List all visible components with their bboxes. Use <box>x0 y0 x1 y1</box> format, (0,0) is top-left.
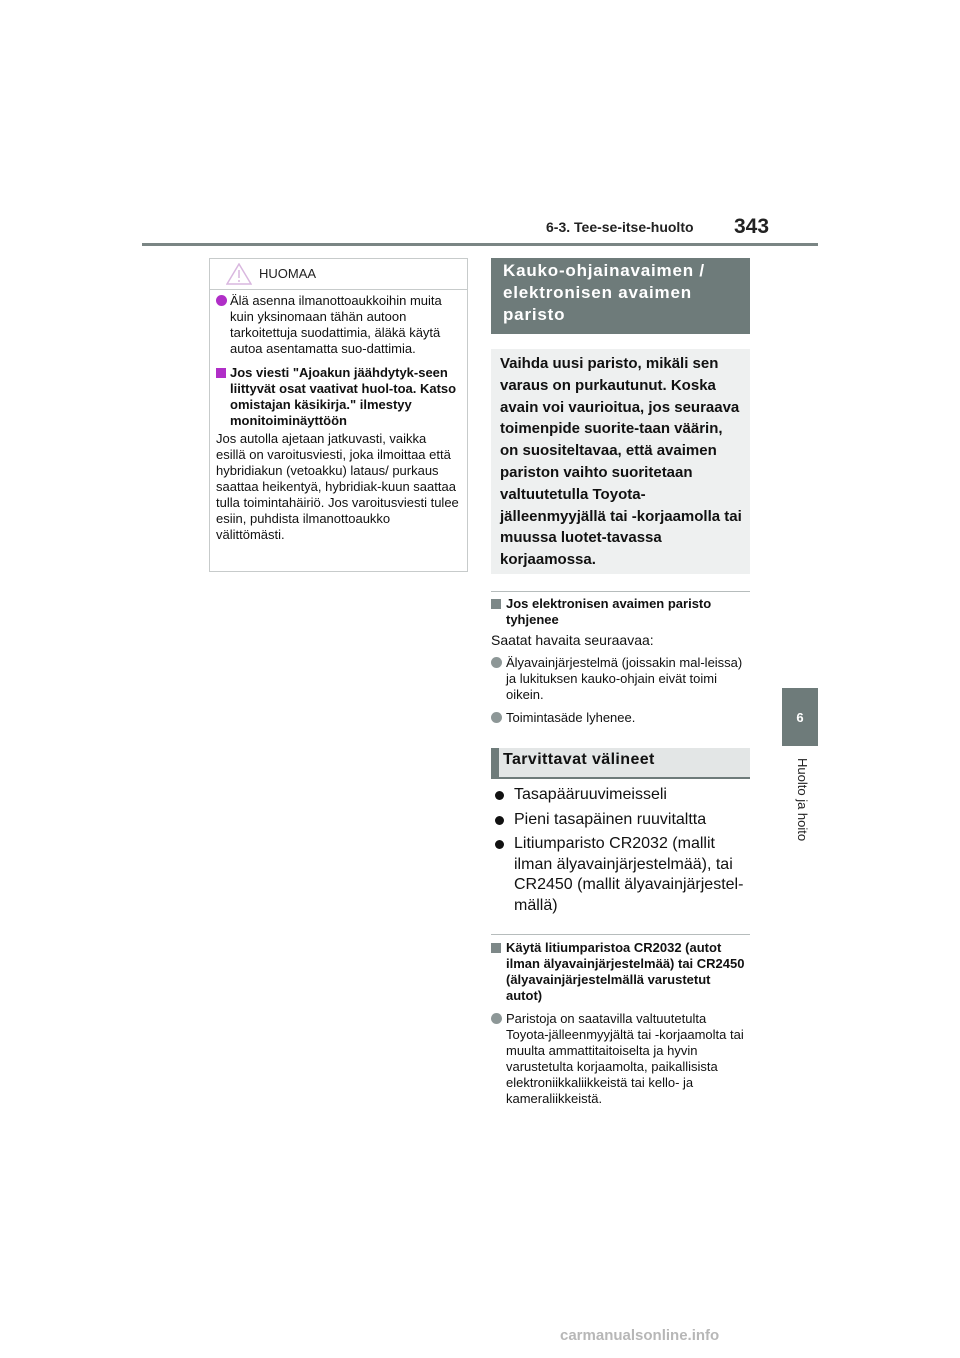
tool-item <box>491 785 750 806</box>
battery-heading <box>491 940 750 1004</box>
divider <box>491 934 750 935</box>
warning-triangle-icon <box>226 263 252 285</box>
notice-body <box>210 290 467 543</box>
square-bullet-icon <box>216 368 226 378</box>
discharge-bullet-text: Toimintasäde lyhenee. <box>506 710 636 725</box>
notice-subheading <box>216 365 459 429</box>
bullet-icon <box>491 712 502 723</box>
tool-item <box>491 834 750 916</box>
square-bullet-icon <box>491 943 501 953</box>
bullet-icon <box>216 295 227 306</box>
discharge-heading <box>491 596 750 628</box>
watermark: carmanualsonline.info <box>560 1327 720 1344</box>
notice-item <box>216 293 459 357</box>
notice-title: HUOMAA <box>259 266 317 281</box>
notice-header <box>210 259 467 290</box>
notice-item-text: Älä asenna ilmanottoaukkoihin muita kuin yksinomaan tähän autoon tarkoitettuja suodattimia, äläkä käytä autoa asentamatta suo-dattimia. <box>230 293 442 356</box>
section-intro: Vaihda uusi paristo, mikäli sen varaus on purkautunut. Koska avain voi vaurioitua, jos seuraava toimenpide suorite-taan väärin, on suositeltavaa, että avaimen pariston vaihto suoritetaan valtuutetulla Toyota-jälleenmyyjällä tai -korjaamolla tai muussa luotet-tavassa korjaamossa. <box>491 349 750 574</box>
battery-bullet-text: Paristoja on saatavilla valtuutetulta Toyota-jälleenmyyjältä tai -korjaamolta tai muulta ammattitaitoiselta ja hyvin varustetulta korjaamolta, paikallisista elektroniikkaliikkeistä tai kello- ja kameraliikkeistä. <box>506 1011 744 1106</box>
tools-list <box>491 785 750 920</box>
page-number: 343 <box>734 215 770 238</box>
section-title: Kauko-ohjainavaimen / elektronisen avaimen paristo <box>491 258 750 334</box>
tool-item-text: Pieni tasapäinen ruuvitaltta <box>514 810 707 828</box>
bullet-icon <box>491 657 502 668</box>
battery-heading-text: Käytä litiumparistoa CR2032 (autot ilman älyavainjärjestelmää) tai CR2450 (älyavainjärjestelmällä varustetut autot) <box>506 940 745 1003</box>
bullet-icon <box>495 816 504 825</box>
tools-heading: Tarvittavat välineet <box>491 748 750 779</box>
chapter-tab: 6 <box>782 688 818 746</box>
discharge-lead: Saatat havaita seuraavaa: <box>491 632 654 648</box>
discharge-heading-text: Jos elektronisen avaimen paristo tyhjenee <box>506 596 712 627</box>
bullet-icon <box>495 840 504 849</box>
notice-paragraph: Jos autolla ajetaan jatkuvasti, vaikka esillä on varoitusviesti, joka ilmoittaa että hybridiakun (vetoakku) lataus/ purkaus saattaa heikentyä, hybridiak-kuun saattaa tulla toimintahäiriö. Jos varoitusviesti tulee esiin, puhdista ilmanottoaukko välittömästi. <box>216 431 459 542</box>
notice-box <box>209 258 468 572</box>
discharge-bullet <box>491 710 750 726</box>
chapter-label: Huolto ja hoito <box>795 758 810 842</box>
square-bullet-icon <box>491 599 501 609</box>
tool-item-text: Tasapääruuvimeisseli <box>514 786 667 803</box>
discharge-bullet-text: Älyavainjärjestelmä (joissakin mal-leissa) ja lukituksen kauko-ohjain eivät toimi oikein. <box>506 655 743 702</box>
bullet-icon <box>491 1013 502 1024</box>
discharge-bullet <box>491 655 750 703</box>
divider <box>491 591 750 592</box>
header-rule <box>142 243 818 246</box>
notice-subheading-text: Jos viesti "Ajoakun jäähdytyk-seen liittyvät osat vaativat huol-toa. Katso omistajan käsikirja." ilmestyy monitoiminäyttöön <box>230 365 457 428</box>
running-header: 6-3. Tee-se-itse-huolto <box>546 219 694 235</box>
tool-item-text: Litiumparisto CR2032 (mallit ilman älyavainjärjestelmää), tai CR2450 (mallit älyavainjärjestel-mällä) <box>514 835 744 914</box>
bullet-icon <box>495 791 504 800</box>
tool-item <box>491 810 750 831</box>
battery-bullet <box>491 1011 750 1107</box>
